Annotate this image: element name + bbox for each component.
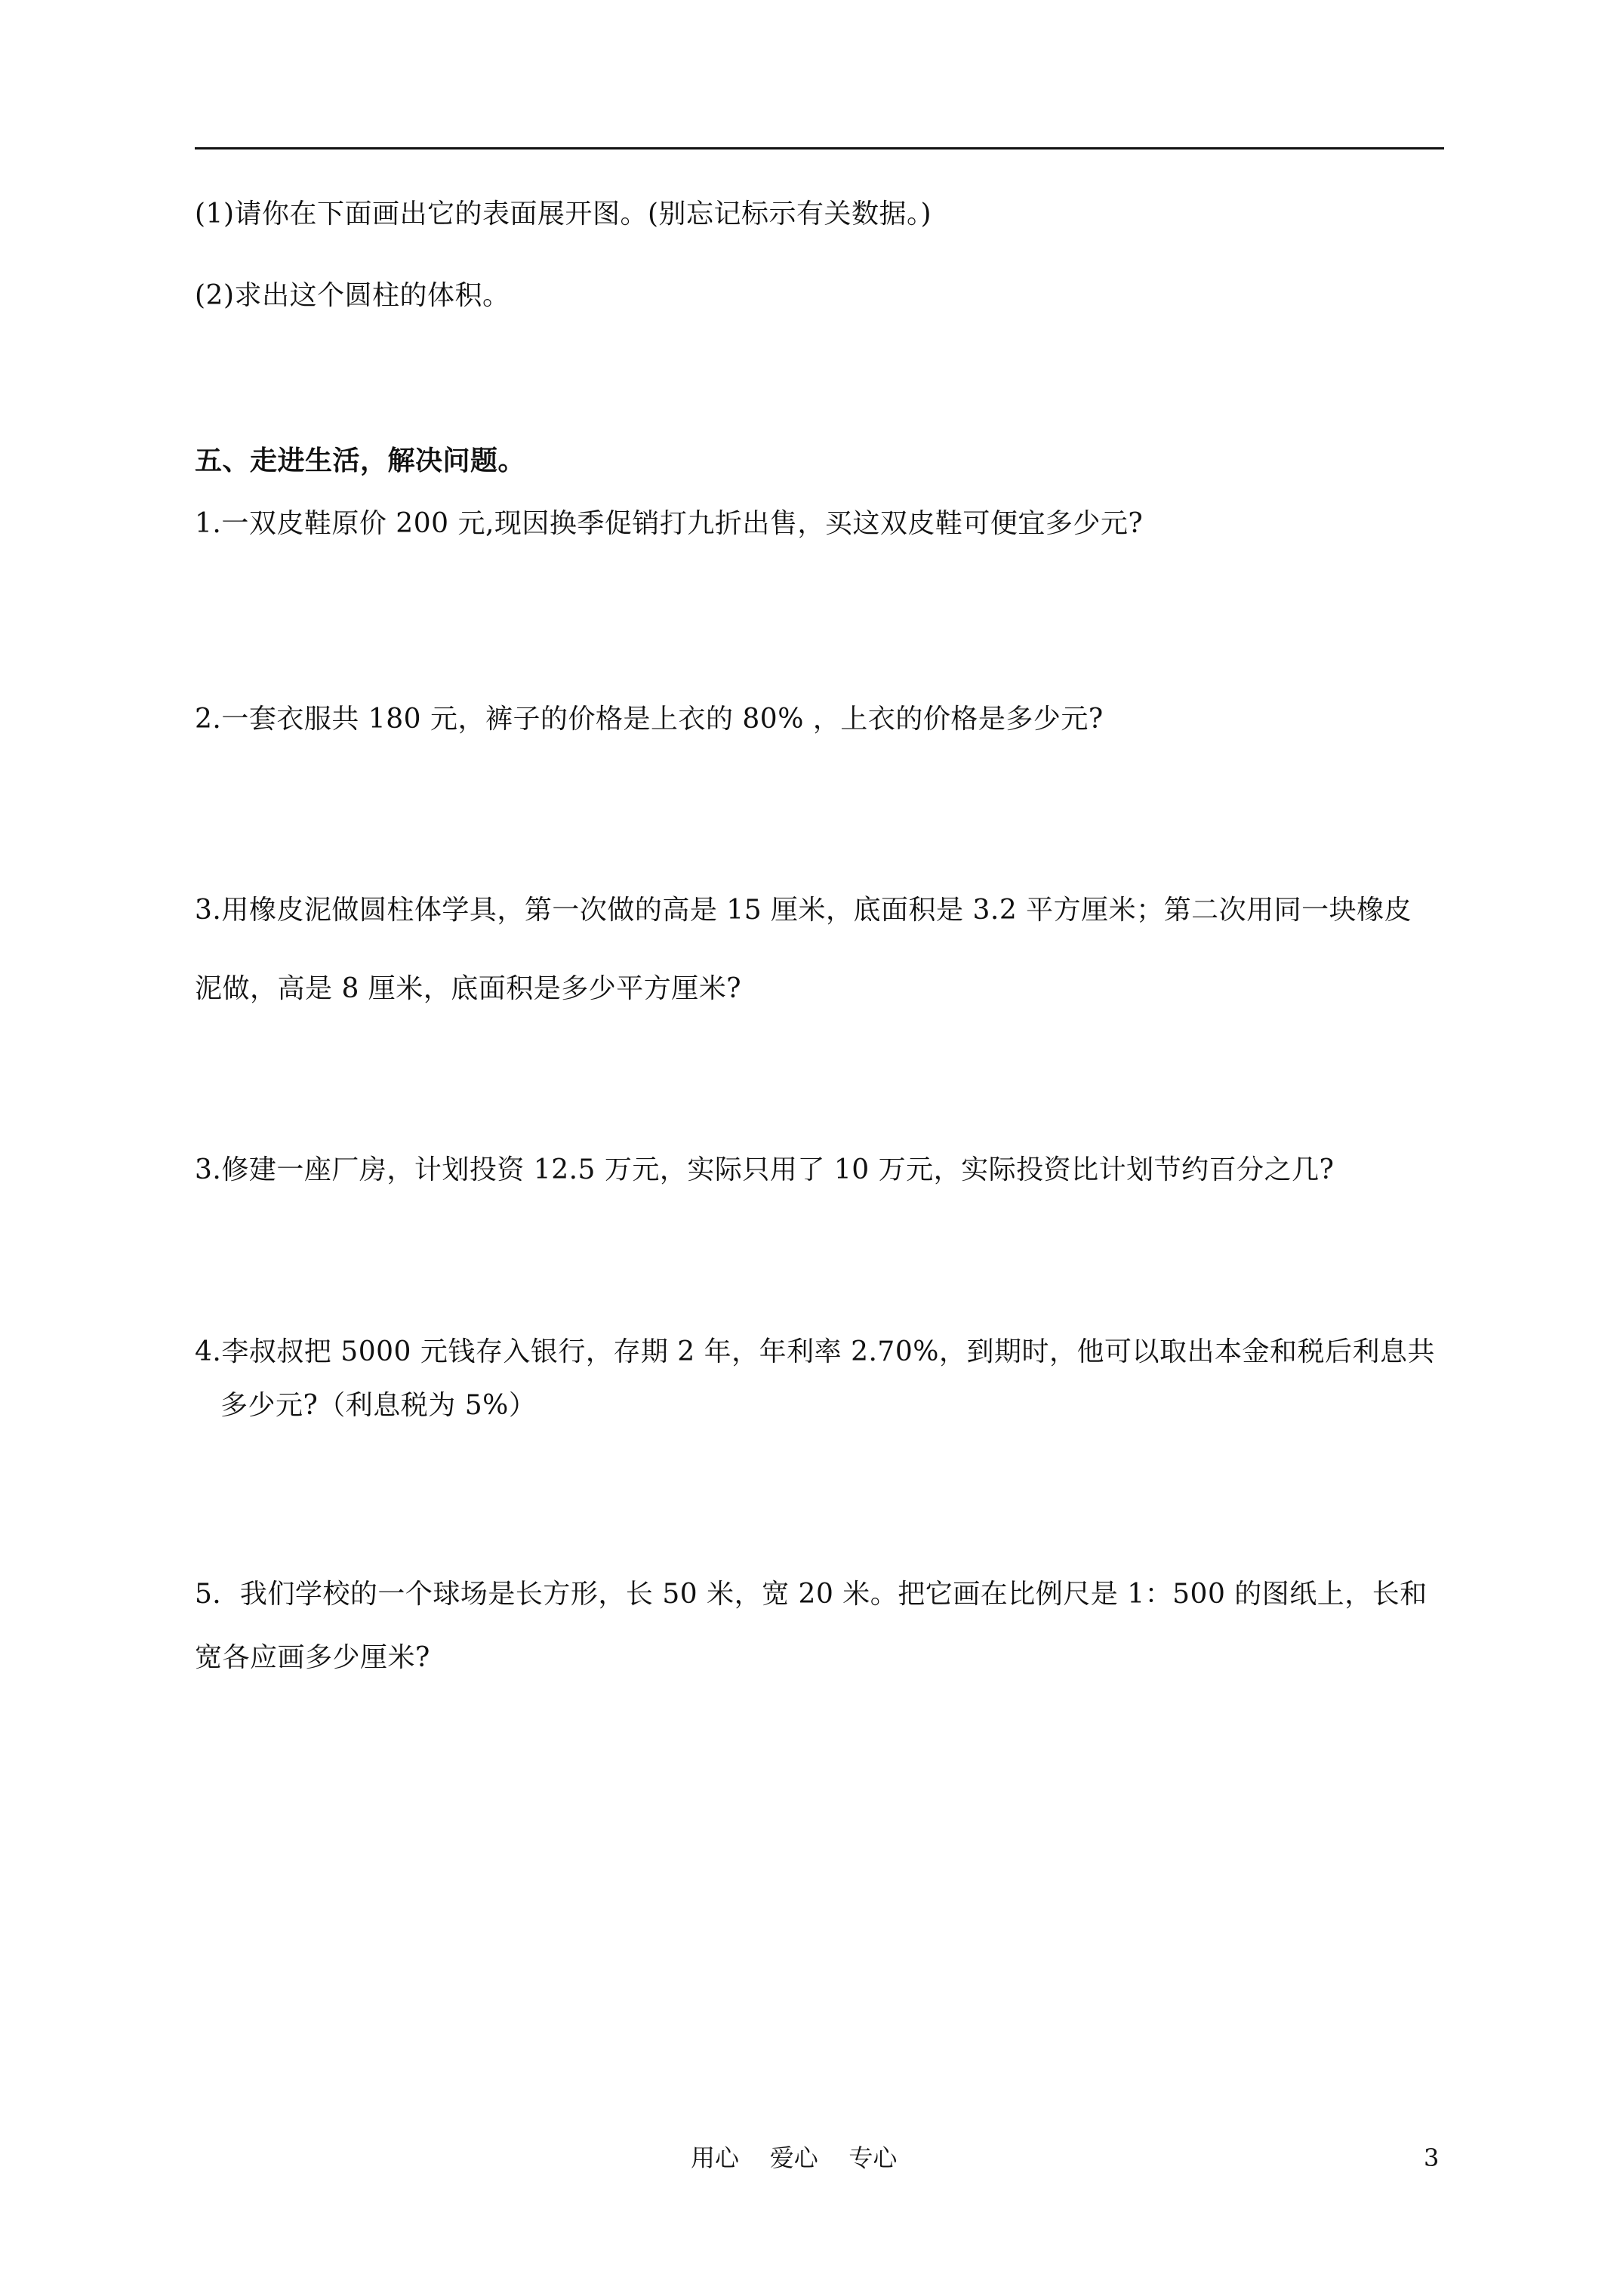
problem-5-line-2: 宽各应画多少厘米? <box>195 1642 430 1673</box>
problem-3a-line-1: 3.用橡皮泥做圆柱体学具，第一次做的高是 15 厘米，底面积是 3.2 平方厘米；第二次用同一块橡皮 <box>195 895 1412 926</box>
sub-question-2: (2)求出这个圆柱的体积。 <box>195 280 510 311</box>
page-number: 3 <box>1424 2143 1440 2172</box>
problem-3a-line-2: 泥做，高是 8 厘米，底面积是多少平方厘米? <box>195 973 742 1004</box>
footer-motto: 用心 爱心 专心 <box>691 2143 898 2172</box>
problem-5-line-1: 5．我们学校的一个球场是长方形，长 50 米，宽 20 米。把它画在比例尺是 1：500 的图纸上，长和 <box>195 1579 1427 1610</box>
problem-4-line-2: 多少元?（利息税为 5%） <box>220 1390 537 1421</box>
problem-4-line-1: 4.李叔叔把 5000 元钱存入银行，存期 2 年，年利率 2.70%，到期时，他可以取出本金和税后利息共 <box>195 1336 1435 1367</box>
header-rule <box>195 147 1444 149</box>
problem-3b: 3.修建一座厂房，计划投资 12.5 万元，实际只用了 10 万元，实际投资比计划节约百分之几? <box>195 1154 1335 1185</box>
problem-1: 1.一双皮鞋原价 200 元,现因换季促销打九折出售，买这双皮鞋可便宜多少元? <box>195 508 1144 539</box>
problem-2: 2.一套衣服共 180 元，裤子的价格是上衣的 80% ，上衣的价格是多少元? <box>195 704 1104 735</box>
section-heading: 五、走进生活，解决问题。 <box>195 445 526 476</box>
sub-question-1: (1)请你在下面画出它的表面展开图。(别忘记标示有关数据。) <box>195 199 932 230</box>
